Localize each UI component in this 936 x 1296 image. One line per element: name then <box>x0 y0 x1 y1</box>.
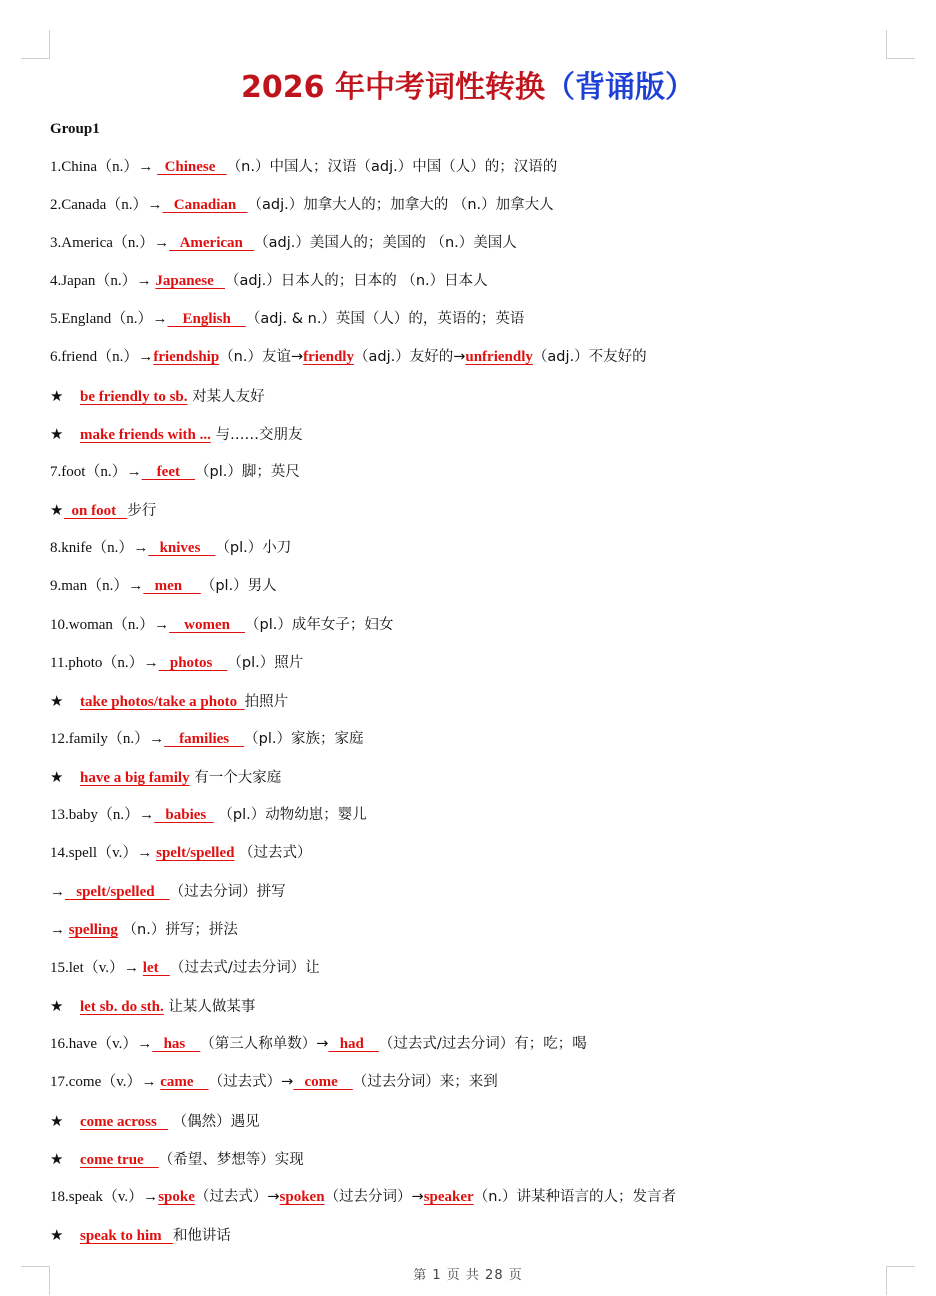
entry-line: 11.photo（n.）→ photos （pl.）照片 <box>50 651 303 675</box>
entry-line: 15.let（v.）→ let （过去式/过去分词）让 <box>50 956 320 980</box>
phrase-line: ★ on foot 步行 <box>50 498 156 522</box>
star-icon: ★ <box>50 1226 64 1244</box>
entry-line: 14.spell（v.）→ spelt/spelled （过去式） <box>50 841 312 865</box>
phrase-line: ★ come across （偶然）遇见 <box>50 1109 260 1133</box>
answer: spelling <box>68 922 118 938</box>
answer: have a big family <box>80 770 190 786</box>
answer: take photos/take a photo <box>80 694 245 710</box>
answer: knives <box>148 540 216 556</box>
entry-line: 9.man（n.）→ men （pl.）男人 <box>50 574 277 598</box>
group-heading: Group1 <box>50 121 100 137</box>
page-corner-mark <box>886 30 915 59</box>
answer: come across <box>80 1114 169 1130</box>
answer: English <box>167 311 246 327</box>
answer: make friends with ... <box>80 427 211 443</box>
answer: let sb. do sth. <box>80 999 164 1015</box>
answer: spelt/spelled <box>65 884 170 900</box>
answer: come <box>293 1074 353 1090</box>
answer: friendship <box>153 349 220 365</box>
phrase-line: ★ make friends with ... 与……交朋友 <box>50 422 302 446</box>
answer: be friendly to sb. <box>80 389 188 405</box>
title-suffix: （背诵版） <box>544 70 695 105</box>
entry-line: 3.America（n.）→ American （adj.）美国人的；美国的 （n.）美国人 <box>50 231 517 255</box>
answer: spoke <box>158 1189 195 1205</box>
entry-line: 7.foot（n.）→ feet （pl.）脚；英尺 <box>50 460 300 484</box>
answer: friendly <box>303 349 354 365</box>
answer: speak to him <box>80 1228 173 1244</box>
entry-line: → spelt/spelled （过去分词）拼写 <box>50 880 286 904</box>
entry-line: 13.baby（n.）→ babies （pl.）动物幼崽；婴儿 <box>50 803 367 827</box>
answer: let <box>142 960 170 976</box>
phrase-line: ★ have a big family 有一个大家庭 <box>50 765 281 789</box>
answer: unfriendly <box>465 349 533 365</box>
answer: American <box>169 235 255 251</box>
answer: women <box>169 617 245 633</box>
entry-line: 1.China（n.）→ Chinese （n.）中国人；汉语（adj.）中国（人）的；汉语的 <box>50 155 557 179</box>
entry-line: 6.friend（n.）→friendship（n.）友谊→friendly（adj.）友好的→unfriendly（adj.）不友好的 <box>50 345 647 369</box>
entry-line: 12.family（n.）→ families （pl.）家族；家庭 <box>50 727 364 751</box>
star-icon: ★ <box>50 501 64 519</box>
star-icon: ★ <box>50 997 64 1015</box>
entry-line: 16.have（v.）→ has （第三人称单数）→ had （过去式/过去分词）有；吃；喝 <box>50 1032 587 1056</box>
answer: has <box>152 1036 201 1052</box>
answer: on foot <box>64 503 128 519</box>
entry-line: 5.England（n.）→ English （adj. & n.）英国（人）的，英语的；英语 <box>50 307 524 331</box>
answer: photos <box>158 655 228 671</box>
entry-line: 8.knife（n.）→ knives （pl.）小刀 <box>50 536 291 560</box>
answer: come true <box>80 1152 159 1168</box>
entry-line: 10.woman（n.）→ women （pl.）成年女子；妇女 <box>50 613 393 637</box>
phrase-line: ★ take photos/take a photo 拍照片 <box>50 689 288 713</box>
title-main: 2026 年中考词性转换 <box>241 70 545 105</box>
answer: spelt/spelled <box>156 845 235 861</box>
star-icon: ★ <box>50 425 64 443</box>
star-icon: ★ <box>50 1112 64 1130</box>
answer: speaker <box>423 1189 474 1205</box>
star-icon: ★ <box>50 1150 64 1168</box>
answer: men <box>143 578 201 594</box>
entry-line: 4.Japan（n.）→ Japanese （adj.）日本人的；日本的 （n.）日本人 <box>50 269 488 293</box>
phrase-line: ★ come true （希望、梦想等）实现 <box>50 1147 304 1171</box>
answer: feet <box>141 464 195 480</box>
answer: had <box>328 1036 379 1052</box>
star-icon: ★ <box>50 768 64 786</box>
answer: spoken <box>279 1189 325 1205</box>
page-corner-mark <box>21 30 50 59</box>
phrase-line: ★ be friendly to sb. 对某人友好 <box>50 384 265 408</box>
entry-line: → spelling （n.）拼写；拼法 <box>50 918 238 942</box>
answer: families <box>164 731 245 747</box>
phrase-line: ★ let sb. do sth. 让某人做某事 <box>50 994 255 1018</box>
entry-line: 18.speak（v.）→spoke（过去式）→spoken（过去分词）→speaker（n.）讲某种语言的人；发言者 <box>50 1185 676 1209</box>
entry-line: 2.Canada（n.）→ Canadian （adj.）加拿大人的；加拿大的 （n.）加拿大人 <box>50 193 554 217</box>
answer: Chinese <box>157 159 227 175</box>
answer: came <box>160 1074 209 1090</box>
entry-line: 17.come（v.）→ came （过去式）→ come （过去分词）来；来到 <box>50 1070 498 1094</box>
phrase-line: ★ speak to him 和他讲话 <box>50 1223 231 1247</box>
page-title <box>0 62 936 106</box>
answer: babies <box>154 807 214 823</box>
page-number: 第 1 页 共 28 页 <box>413 1268 523 1283</box>
star-icon: ★ <box>50 387 64 405</box>
answer: Canadian <box>162 197 248 213</box>
answer: Japanese <box>155 273 225 289</box>
star-icon: ★ <box>50 692 64 710</box>
